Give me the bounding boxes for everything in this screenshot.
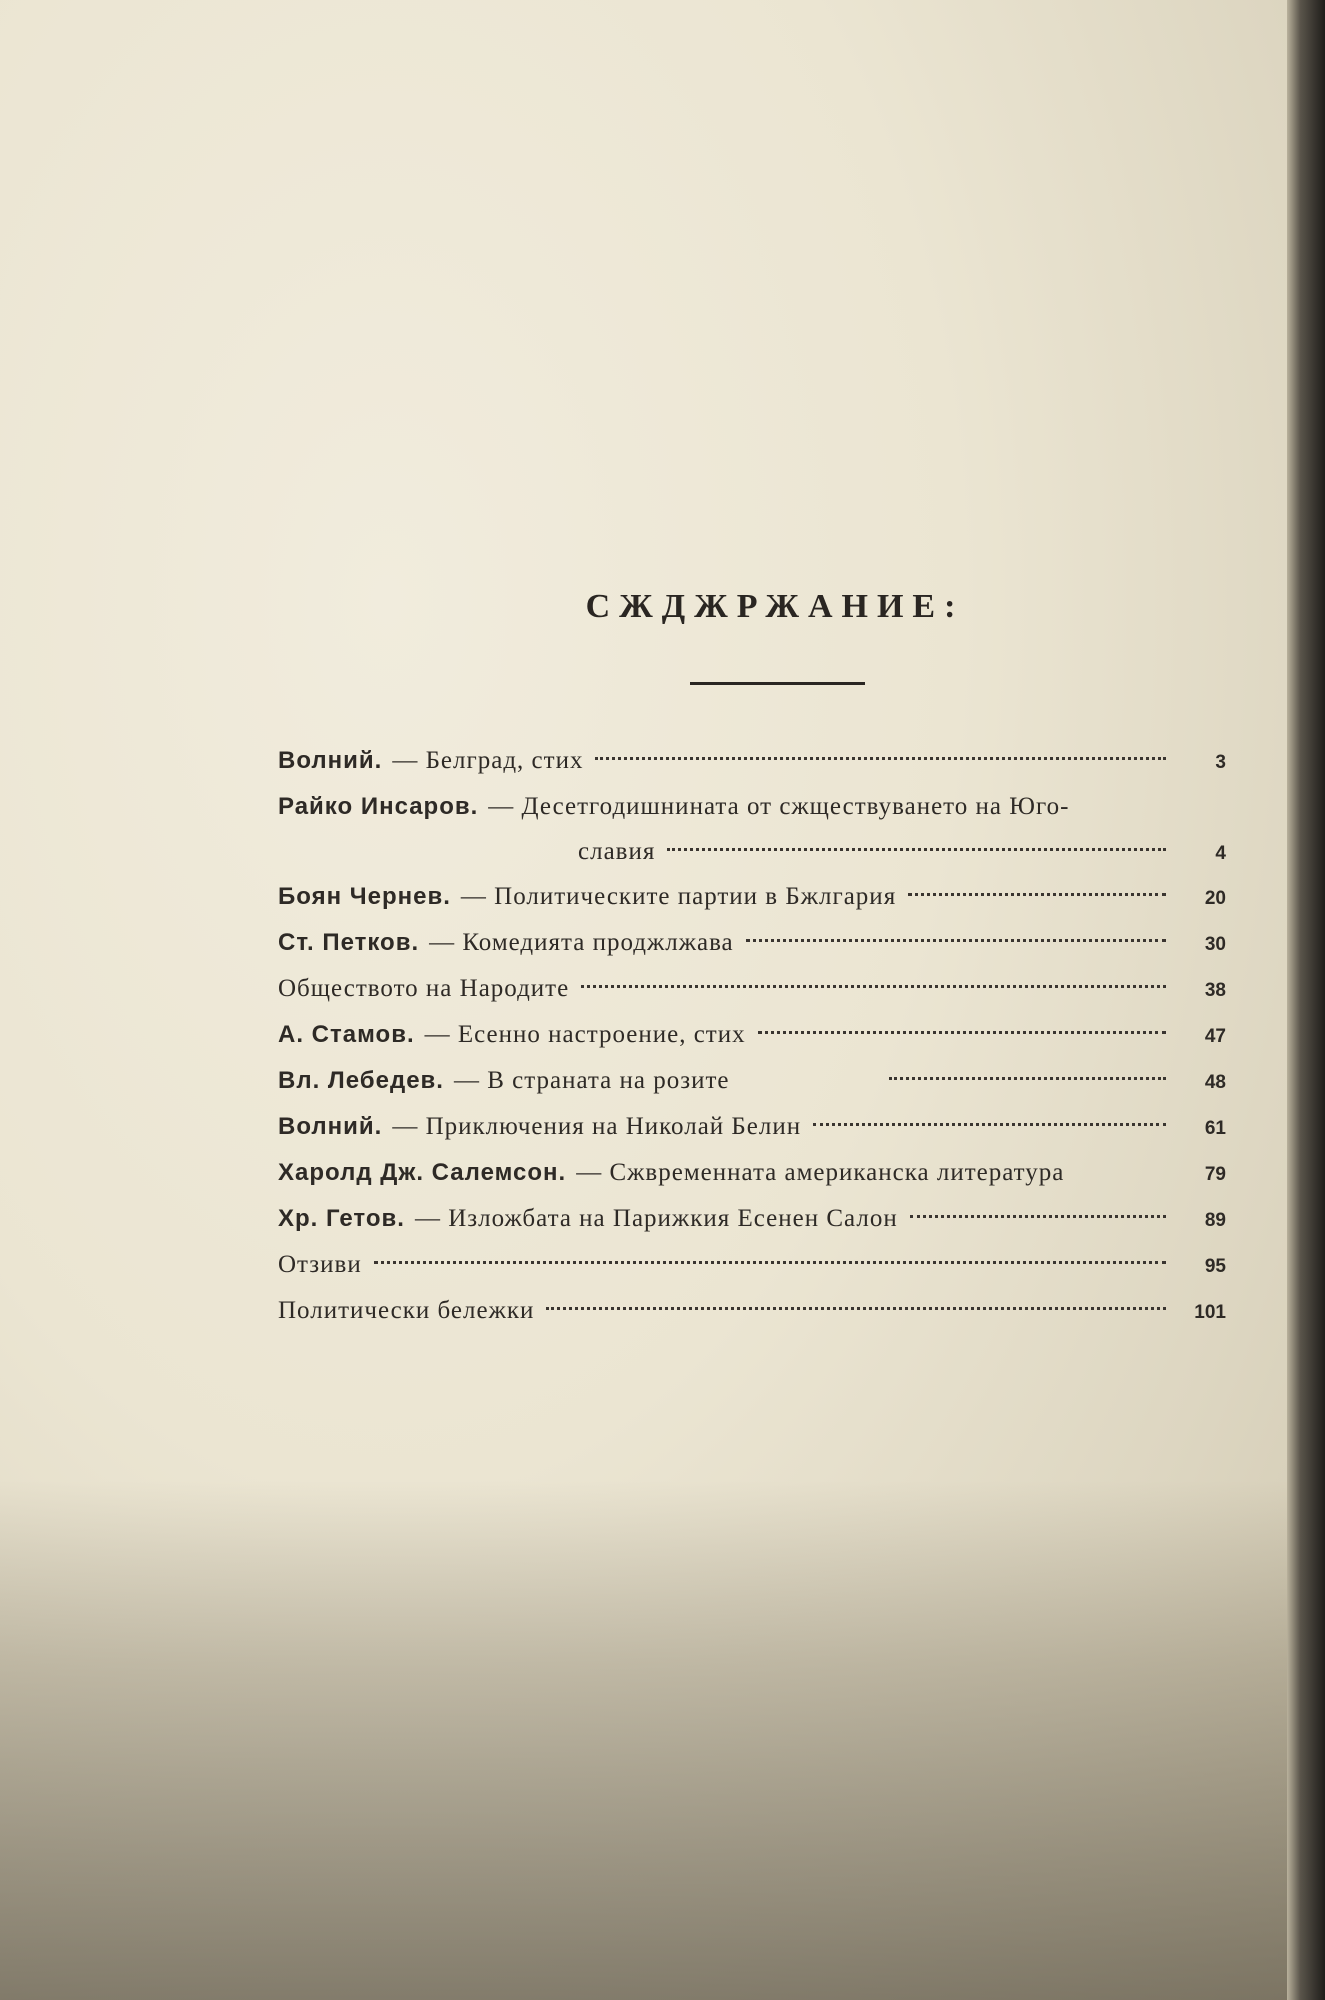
toc-page-number: 20 <box>1204 888 1226 909</box>
toc-author: Ст. Петков. <box>278 929 420 956</box>
toc-page-number: 30 <box>1204 934 1226 955</box>
toc-title: — Изложбата на Парижкия Есенен Салон <box>414 1205 898 1232</box>
toc-title: — В страната на розите <box>453 1067 730 1094</box>
heading-rule <box>690 682 865 685</box>
dot-leader <box>813 1123 1166 1126</box>
toc-entry <box>278 1242 1226 1288</box>
toc-author: Боян Чернев. <box>278 883 451 910</box>
toc-author: Вл. Лебедев. <box>278 1067 444 1094</box>
toc-entry <box>278 1058 1226 1104</box>
toc-entry <box>278 1288 1226 1334</box>
toc-title-continuation: славия <box>578 838 656 865</box>
toc-title: — Сжвременната американска литература <box>576 1159 1065 1186</box>
toc-title: — Десетгодишнината от сжществуването на Юго- <box>488 793 1070 820</box>
toc-entry <box>278 874 1226 920</box>
toc-entry <box>278 1196 1226 1242</box>
dot-leader <box>758 1031 1166 1034</box>
toc-title: — Приключения на Николай Белин <box>392 1113 802 1140</box>
toc-title: — Комедията проджлжава <box>429 929 734 956</box>
dot-leader <box>581 985 1166 988</box>
toc-author: Райко Инсаров. <box>278 793 479 820</box>
toc-page-number: 95 <box>1204 1256 1226 1277</box>
toc-title: Политически бележки <box>278 1297 535 1324</box>
dot-leader <box>1068 1169 1174 1172</box>
toc-page-number: 48 <box>1204 1072 1226 1093</box>
toc-author: Волний. <box>278 1113 383 1140</box>
toc-author: Хр. Гетов. <box>278 1205 405 1232</box>
toc-author: Харолд Дж. Салемсон. <box>278 1159 567 1186</box>
toc-title: Обществото на Народите <box>278 975 570 1002</box>
toc-page-number: 101 <box>1194 1302 1226 1323</box>
dot-leader <box>910 1215 1166 1218</box>
toc-entry <box>278 966 1226 1012</box>
toc-page-number: 61 <box>1204 1118 1226 1139</box>
toc-author: А. Стамов. <box>278 1021 415 1048</box>
toc-title: — Есенно настроение, стих <box>424 1021 746 1048</box>
toc-entry <box>278 1104 1226 1150</box>
contents-heading: СЖДЖРЖАНИЕ: <box>585 588 965 625</box>
dot-leader <box>546 1307 1166 1310</box>
toc-entry <box>278 920 1226 966</box>
toc-title: Отзиви <box>278 1251 362 1278</box>
toc-page-number: 89 <box>1204 1210 1226 1231</box>
book-edge <box>1287 0 1325 2000</box>
photo-shadow <box>0 1480 1290 2000</box>
dot-leader <box>908 893 1166 896</box>
toc-author: Волний. <box>278 747 383 774</box>
dot-leader <box>889 1077 1166 1080</box>
toc-page-number: 47 <box>1204 1026 1226 1047</box>
toc-title: — Политическите партии в Бжлгария <box>460 883 897 910</box>
toc-page-number: 38 <box>1204 980 1226 1001</box>
toc-entry <box>278 1012 1226 1058</box>
toc-page-number: 79 <box>1204 1164 1226 1185</box>
toc-page-number: 3 <box>1215 752 1226 773</box>
toc-entry <box>278 1150 1226 1196</box>
toc-entry <box>278 784 1226 874</box>
dot-leader <box>374 1261 1166 1264</box>
toc-entry <box>278 738 1226 784</box>
dot-leader <box>595 757 1166 760</box>
toc-page-number: 4 <box>1215 843 1226 864</box>
dot-leader <box>667 848 1166 851</box>
toc-title: — Белград, стих <box>392 747 584 774</box>
dot-leader <box>746 939 1166 942</box>
table-of-contents <box>278 738 1226 1334</box>
